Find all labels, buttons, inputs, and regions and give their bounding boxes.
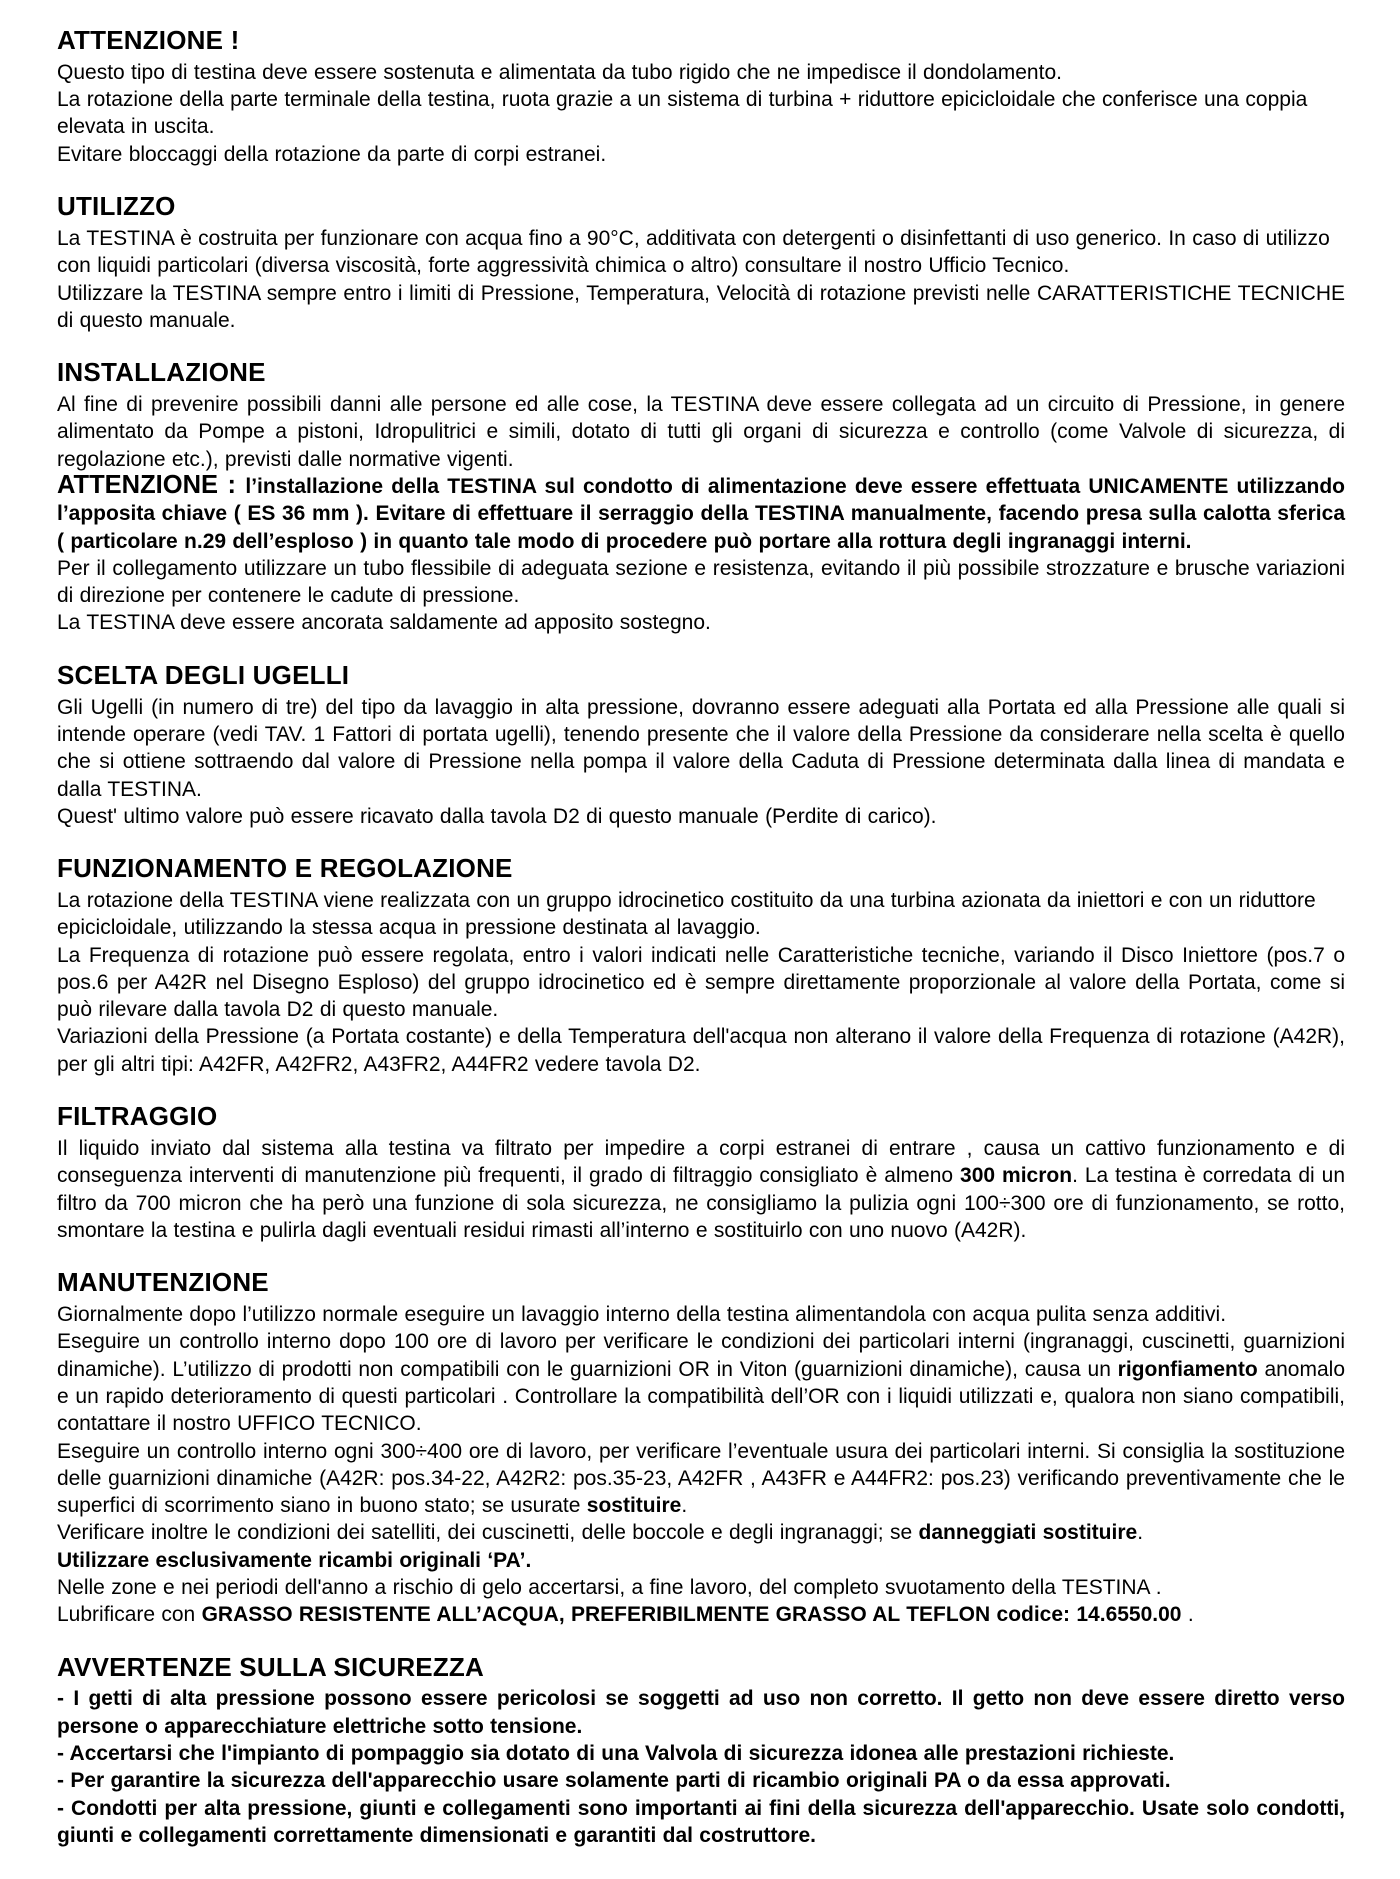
text-run: Utilizzare esclusivamente ricambi originali ‘PA’. bbox=[57, 1548, 532, 1572]
section-utilizzo bbox=[57, 192, 1345, 334]
paragraph bbox=[57, 942, 1345, 1024]
text-run: l’installazione della TESTINA sul condotto di alimentazione deve essere effettuata UNICAMENTE utilizzando l’apposita chiave ( ES 36 mm ). Evitare di effettuare il serraggio della TESTINA manualmente, facendo presa sulla calotta sferica ( particolare n.29 dell’esploso ) in quanto tale modo di procedere può portare alla rottura degli ingranaggi interni. bbox=[57, 474, 1345, 553]
paragraph bbox=[57, 887, 1345, 942]
section-attenzione bbox=[57, 26, 1345, 168]
paragraph bbox=[57, 803, 1345, 830]
section-scelta-degli-ugelli bbox=[57, 661, 1345, 830]
section-installazione bbox=[57, 358, 1345, 637]
paragraph bbox=[57, 1135, 1345, 1244]
text-run: . bbox=[681, 1494, 688, 1518]
text-run: Lubrificare con bbox=[57, 1603, 202, 1627]
text-run: Per il collegamento utilizzare un tubo flessibile di adeguata sezione e resistenza, evitando il più possibile strozzature e brusche variazioni di direzione per contenere le cadute di pressione. bbox=[57, 556, 1345, 608]
text-run: Nelle zone e nei periodi dell'anno a rischio di gelo accertarsi, a fine lavoro, del completo svuotamento della TESTINA . bbox=[57, 1576, 1162, 1599]
section-heading-filtraggio: FILTRAGGIO bbox=[57, 1101, 218, 1132]
section-avvertenze-sulla-sicurezza bbox=[57, 1653, 1345, 1850]
text-run: rigonfiamento bbox=[1117, 1357, 1258, 1381]
text-run: Questo tipo di testina deve essere sostenuta e alimentata da tubo rigido che ne impedisce il dondolamento. bbox=[57, 60, 1062, 84]
section-heading-manutenzione: MANUTENZIONE bbox=[57, 1267, 269, 1298]
text-run: Eseguire un controllo interno dopo 100 ore di lavoro per verificare le condizioni dei particolari interni (ingranaggi, cuscinetti, guarnizioni dinamiche). L’utilizzo di prodotti non compatibili con le guarnizioni OR in Viton (guarnizioni dinamiche), causa un bbox=[57, 1330, 1345, 1381]
text-run: Il liquido inviato dal sistema alla testina va filtrato per impedire a corpi estranei di entrare , causa un cattivo funzionamento e di conseguenza interventi di manutenzione più frequenti, il grado di filtraggio consigliato è almeno bbox=[57, 1136, 1345, 1188]
paragraph bbox=[57, 1438, 1345, 1520]
text-run: La TESTINA deve essere ancorata saldamente ad apposito sostegno. bbox=[57, 611, 711, 635]
text-run: Giornalmente dopo l’utilizzo normale eseguire un lavaggio interno della testina alimentandola con acqua pulita senza additivi. bbox=[57, 1303, 1227, 1327]
paragraph bbox=[57, 1601, 1345, 1628]
text-run: - Condotti per alta pressione, giunti e collegamenti sono importanti ai fini della sicurezza dell'apparecchio. Usate solo condotti, giunti e collegamenti correttamente dimensionati e garantiti dal costruttore. bbox=[57, 1796, 1345, 1847]
text-run: . bbox=[1137, 1521, 1144, 1545]
paragraph bbox=[57, 1795, 1345, 1850]
text-run: - Per garantire la sicurezza dell'apparecchio usare solamente parti di ricambio originali PA o da essa approvati. bbox=[57, 1769, 1171, 1793]
text-run: - Accertarsi che l'impianto di pompaggio sia dotato di una Valvola di sicurezza idonea alle prestazioni richieste. bbox=[57, 1742, 1175, 1766]
text-run: 300 micron bbox=[960, 1164, 1073, 1188]
text-run: Evitare bloccaggi della rotazione da parte di corpi estranei. bbox=[57, 142, 607, 166]
paragraph bbox=[57, 280, 1345, 335]
text-run: . bbox=[1181, 1603, 1194, 1627]
text-run: danneggiati sostituire bbox=[918, 1521, 1138, 1545]
paragraph bbox=[57, 470, 1345, 555]
text-run: anomalo e un rapido deterioramento di questi particolari . Controllare la compatibilità dell’OR con i liquidi utilizzati e, qualora non siano compatibili, contattare il nostro UFFICO TECNICO. bbox=[57, 1357, 1345, 1436]
text-run: La rotazione della TESTINA viene realizzata con un gruppo idrocinetico costituito da una turbina azionata da iniettori e con un riduttore epicicloidale, utilizzando la stessa acqua in pressione destinata al lavaggio. bbox=[57, 888, 1316, 940]
paragraph bbox=[57, 141, 1345, 168]
section-heading-attenzione: ATTENZIONE ! bbox=[57, 25, 240, 55]
section-heading-funzionamento-e-regolazione: FUNZIONAMENTO E REGOLAZIONE bbox=[57, 853, 513, 884]
text-run: GRASSO RESISTENTE ALL’ACQUA, PREFERIBILMENTE GRASSO AL TEFLON codice: 14.6550.00 bbox=[201, 1603, 1182, 1627]
text-run: Variazioni della Pressione (a Portata costante) e della Temperatura dell'acqua non alterano il valore della Frequenza di rotazione (A42R), per gli altri tipi: A42FR, A42FR2, A43FR2, A44FR2 vedere tavola D2. bbox=[57, 1025, 1345, 1076]
paragraph bbox=[57, 1519, 1345, 1546]
section-funzionamento-e-regolazione bbox=[57, 854, 1345, 1078]
paragraph bbox=[57, 59, 1345, 86]
section-heading-scelta-degli-ugelli: SCELTA DEGLI UGELLI bbox=[57, 659, 350, 690]
section-filtraggio bbox=[57, 1102, 1345, 1244]
text-run: Gli Ugelli (in numero di tre) del tipo da lavaggio in alta pressione, dovranno essere adeguati alla Portata ed alla Pressione alle quali si intende operare (vedi TAV. 1 Fattori di portata ugelli), tenendo presente che il valore della Pressione da considerare nella scelta è quello che si ottiene sottraendo dal valore di Pressione nella pompa il valore della Caduta di Pressione determinata dalla linea di mandata e dalla TESTINA. bbox=[57, 695, 1345, 801]
section-heading-utilizzo: UTILIZZO bbox=[57, 191, 176, 222]
text-run: Eseguire un controllo interno ogni 300÷400 ore di lavoro, per verificare l’eventuale usura dei particolari interni. Si consiglia la sostituzione delle guarnizioni dinamiche (A42R: pos.34-22, A42R2: pos.35-23, A42FR , A43FR e A44FR2: pos.23) verificando preventivamente che le superfici di scorrimento siano in buono stato; se usurate bbox=[57, 1439, 1345, 1518]
document-body bbox=[57, 26, 1345, 1849]
paragraph bbox=[57, 1023, 1345, 1078]
paragraph bbox=[57, 694, 1345, 803]
paragraph bbox=[57, 86, 1345, 141]
text-run: . La testina è corredata di un filtro da 700 micron che ha però una funzione di sola sicurezza, ne consigliamo la pulizia ogni 100÷300 ore di funzionamento, se rotto, smontare la testina e pulirla dagli eventuali residui rimasti all’interno e sostituirlo con uno nuovo (A42R). bbox=[57, 1164, 1345, 1242]
text-run: La TESTINA è costruita per funzionare con acqua fino a 90°C, additivata con detergenti o disinfettanti di uso generico. In caso di utilizzo con liquidi particolari (diversa viscosità, forte aggressività chimica o altro) consultare il nostro Ufficio Tecnico. bbox=[57, 226, 1330, 278]
paragraph bbox=[57, 1685, 1345, 1740]
section-heading-installazione: INSTALLAZIONE bbox=[57, 357, 266, 388]
attention-inline-label: ATTENZIONE : bbox=[57, 470, 246, 499]
text-run: Utilizzare la TESTINA sempre entro i limiti di Pressione, Temperatura, Velocità di rotazione previsti nelle CARATTERISTICHE TECNICHE di questo manuale. bbox=[57, 281, 1345, 332]
paragraph bbox=[57, 1547, 1345, 1574]
paragraph bbox=[57, 1740, 1345, 1767]
text-run: sostituire bbox=[586, 1494, 682, 1518]
paragraph bbox=[57, 225, 1345, 280]
text-run: La rotazione della parte terminale della testina, ruota grazie a un sistema di turbina + riduttore epicicloidale che conferisce una coppia elevata in uscita. bbox=[57, 88, 1308, 139]
paragraph bbox=[57, 1301, 1345, 1328]
text-run: Verificare inoltre le condizioni dei satelliti, dei cuscinetti, delle boccole e degli ingranaggi; se bbox=[57, 1521, 919, 1545]
section-heading-avvertenze-sulla-sicurezza: AVVERTENZE SULLA SICUREZZA bbox=[57, 1651, 484, 1682]
paragraph bbox=[57, 391, 1345, 473]
section-manutenzione bbox=[57, 1268, 1345, 1628]
paragraph bbox=[57, 1574, 1345, 1601]
paragraph bbox=[57, 1328, 1345, 1437]
paragraph bbox=[57, 609, 1345, 636]
text-run: Al fine di prevenire possibili danni alle persone ed alle cose, la TESTINA deve essere collegata ad un circuito di Pressione, in genere alimentato da Pompe a pistoni, Idropulitrici e simili, dotato di tutti gli organi di sicurezza e controllo (come Valvole di sicurezza, di regolazione etc.), previsti dalle normative vigenti. bbox=[57, 393, 1345, 471]
text-run: Quest' ultimo valore può essere ricavato dalla tavola D2 di questo manuale (Perdite di carico). bbox=[57, 804, 937, 828]
text-run: - I getti di alta pressione possono essere pericolosi se soggetti ad uso non corretto. Il getto non deve essere diretto verso persone o apparecchiature elettriche sotto tensione. bbox=[57, 1687, 1345, 1738]
paragraph bbox=[57, 1767, 1345, 1794]
paragraph bbox=[57, 555, 1345, 610]
text-run: La Frequenza di rotazione può essere regolata, entro i valori indicati nelle Caratteristiche tecniche, variando il Disco Iniettore (pos.7 o pos.6 per A42R nel Disegno Esploso) del gruppo idrocinetico ed è sempre direttamente proporzionale al valore della Portata, come si può rilevare dalla tavola D2 di questo manuale. bbox=[57, 943, 1345, 1022]
